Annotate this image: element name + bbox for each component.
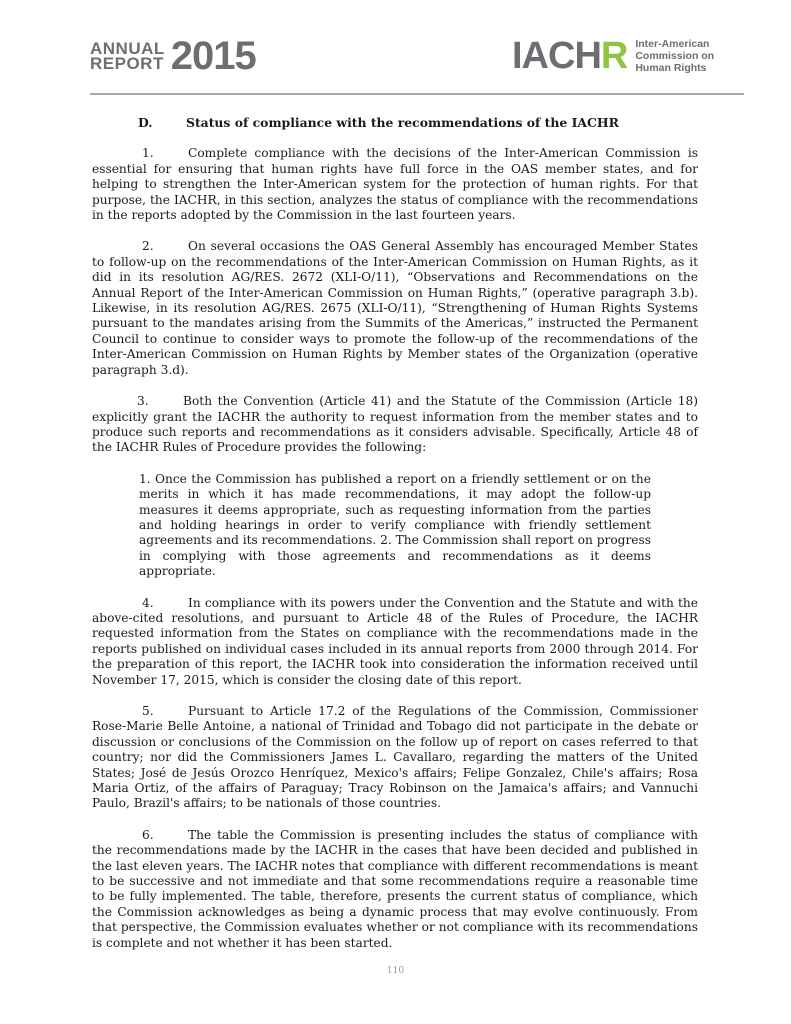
paragraph-number: 4. <box>142 595 154 610</box>
paragraph-number: 6. <box>142 827 154 842</box>
paragraph-number: 1. <box>142 146 154 161</box>
paragraph-number: 5. <box>142 704 154 718</box>
document-body <box>92 115 698 967</box>
iachr-name-line-1: Inter-American <box>635 38 710 50</box>
paragraph-number: 2. <box>142 239 154 254</box>
iachr-full-name <box>635 38 714 74</box>
report-year: 2015 <box>170 34 256 78</box>
paragraph-text: Complete compliance with the decisions of the Inter-American Commission is essential for ensuring that human rights have full force in the OAS member states, and for helping to strengthen the Inter-American system for the protection of human rights. For that purpose, the IACHR, in this section, analyzes the status of compliance with the recommendations in the reports adopted by the Commission in the last fourteen years. <box>92 146 698 223</box>
paragraph-text: Pursuant to Article 17.2 of the Regulations of the Commission, Commissioner Rose-Marie Belle Antoine, a national of Trinidad and Tobago did not participate in the debate or discussion or conclusions of the Commission on the follow up of report on cases referred to that country; nor did the Commissioners James L. Cavallaro, regarding the matters of the United States; José de Jesús Orozco Henríquez, Mexico's affairs; Felipe Gonzalez, Chile's affairs; Rosa Maria Ortiz, of the affairs of Paraguay; Tracy Robinson on the Jamaica's affairs; and Vannuchi Paulo, Brazil's affairs; to be nationals of those countries. <box>92 704 698 811</box>
page-header <box>0 0 791 96</box>
paragraph-text: Both the Convention (Article 41) and the Statute of the Commission (Article 18) explicitly grant the IACHR the authority to request information from the member states and to produce such reports and recommendations as it considers advisable. Specifically, Article 48 of the IACHR Rules of Procedure provides the following: <box>92 394 698 455</box>
paragraph-4 <box>92 596 698 688</box>
iachr-name-line-2: Commission on <box>635 50 715 62</box>
section-title: Status of compliance with the recommendations of the IACHR <box>186 115 619 130</box>
iachr-mark <box>512 37 627 75</box>
paragraph-number: 3. <box>137 394 149 409</box>
annual-word: ANNUAL <box>90 39 165 58</box>
header-divider <box>90 93 744 95</box>
paragraph-2 <box>92 239 698 378</box>
paragraph-text: In compliance with its powers under the Convention and the Statute and with the above-cited resolutions, and pursuant to Article 48 of the Rules of Procedure, the IACHR requested information from the States on compliance with the recommendations made in the reports published on individual cases included in its annual reports from 2000 through 2014. For the preparation of this report, the IACHR took into consideration the information received until November 17, 2015, which is consider the closing date of this report. <box>92 595 698 687</box>
paragraph-text: The table the Commission is presenting includes the status of compliance with the recommendations made by the IACHR in the cases that have been decided and published in the last eleven years. The IACHR notes that compliance with different recommendations is meant to be successive and not immediate and that some recommendations require a reasonable time to be fully implemented. The table, therefore, presents the current status of compliance, which the Commission acknowledges as being a dynamic process that may evolve continuously. From that perspective, the Commission evaluates whether or not compliance with its recommendations is complete and not whether it has been started. <box>92 827 698 950</box>
section-heading <box>92 115 698 130</box>
annual-report-logo <box>90 34 256 78</box>
page-number: 110 <box>386 966 405 976</box>
paragraph-5 <box>92 704 698 812</box>
paragraph-text: On several occasions the OAS General Assembly has encouraged Member States to follow-up on the recommendations of the Inter-American Commission on Human Rights, as it did in its resolution AG/RES. 2672 (XLI-O/11), “Observations and Recommendations on the Annual Report of the Inter-American Commission on Human Rights,” (operative paragraph 3.b). Likewise, in its resolution AG/RES. 2675 (XLI-O/11), “Strengthening of Human Rights Systems pursuant to the mandates arising from the Summits of the Americas,” instructed the Permanent Council to continue to consider ways to promote the follow-up of the recommendations of the Inter-American Commission on Human Rights by Member states of the Organization (operative paragraph 3.d). <box>92 239 698 377</box>
report-word: REPORT <box>90 54 164 73</box>
annual-report-words <box>90 41 165 71</box>
section-letter: D. <box>138 115 153 130</box>
iachr-logo <box>512 37 714 75</box>
paragraph-6 <box>92 828 698 951</box>
iachr-mark-main: IACH <box>512 35 601 77</box>
iachr-name-line-3: Human Rights <box>635 62 707 74</box>
paragraph-1 <box>92 146 698 223</box>
iachr-mark-r: R <box>600 35 628 77</box>
block-quote: 1. Once the Commission has published a report on a friendly settlement or on the merits in which it has made recommendations, it may adopt the follow-up measures it deems appropriate, such as requesting information from the parties and holding hearings in order to verify compliance with friendly settlement agreements and its recommendations. 2. The Commission shall report on progress in complying with those agreements and recommendations as it deems appropriate. <box>139 471 652 579</box>
paragraph-3 <box>92 394 698 456</box>
